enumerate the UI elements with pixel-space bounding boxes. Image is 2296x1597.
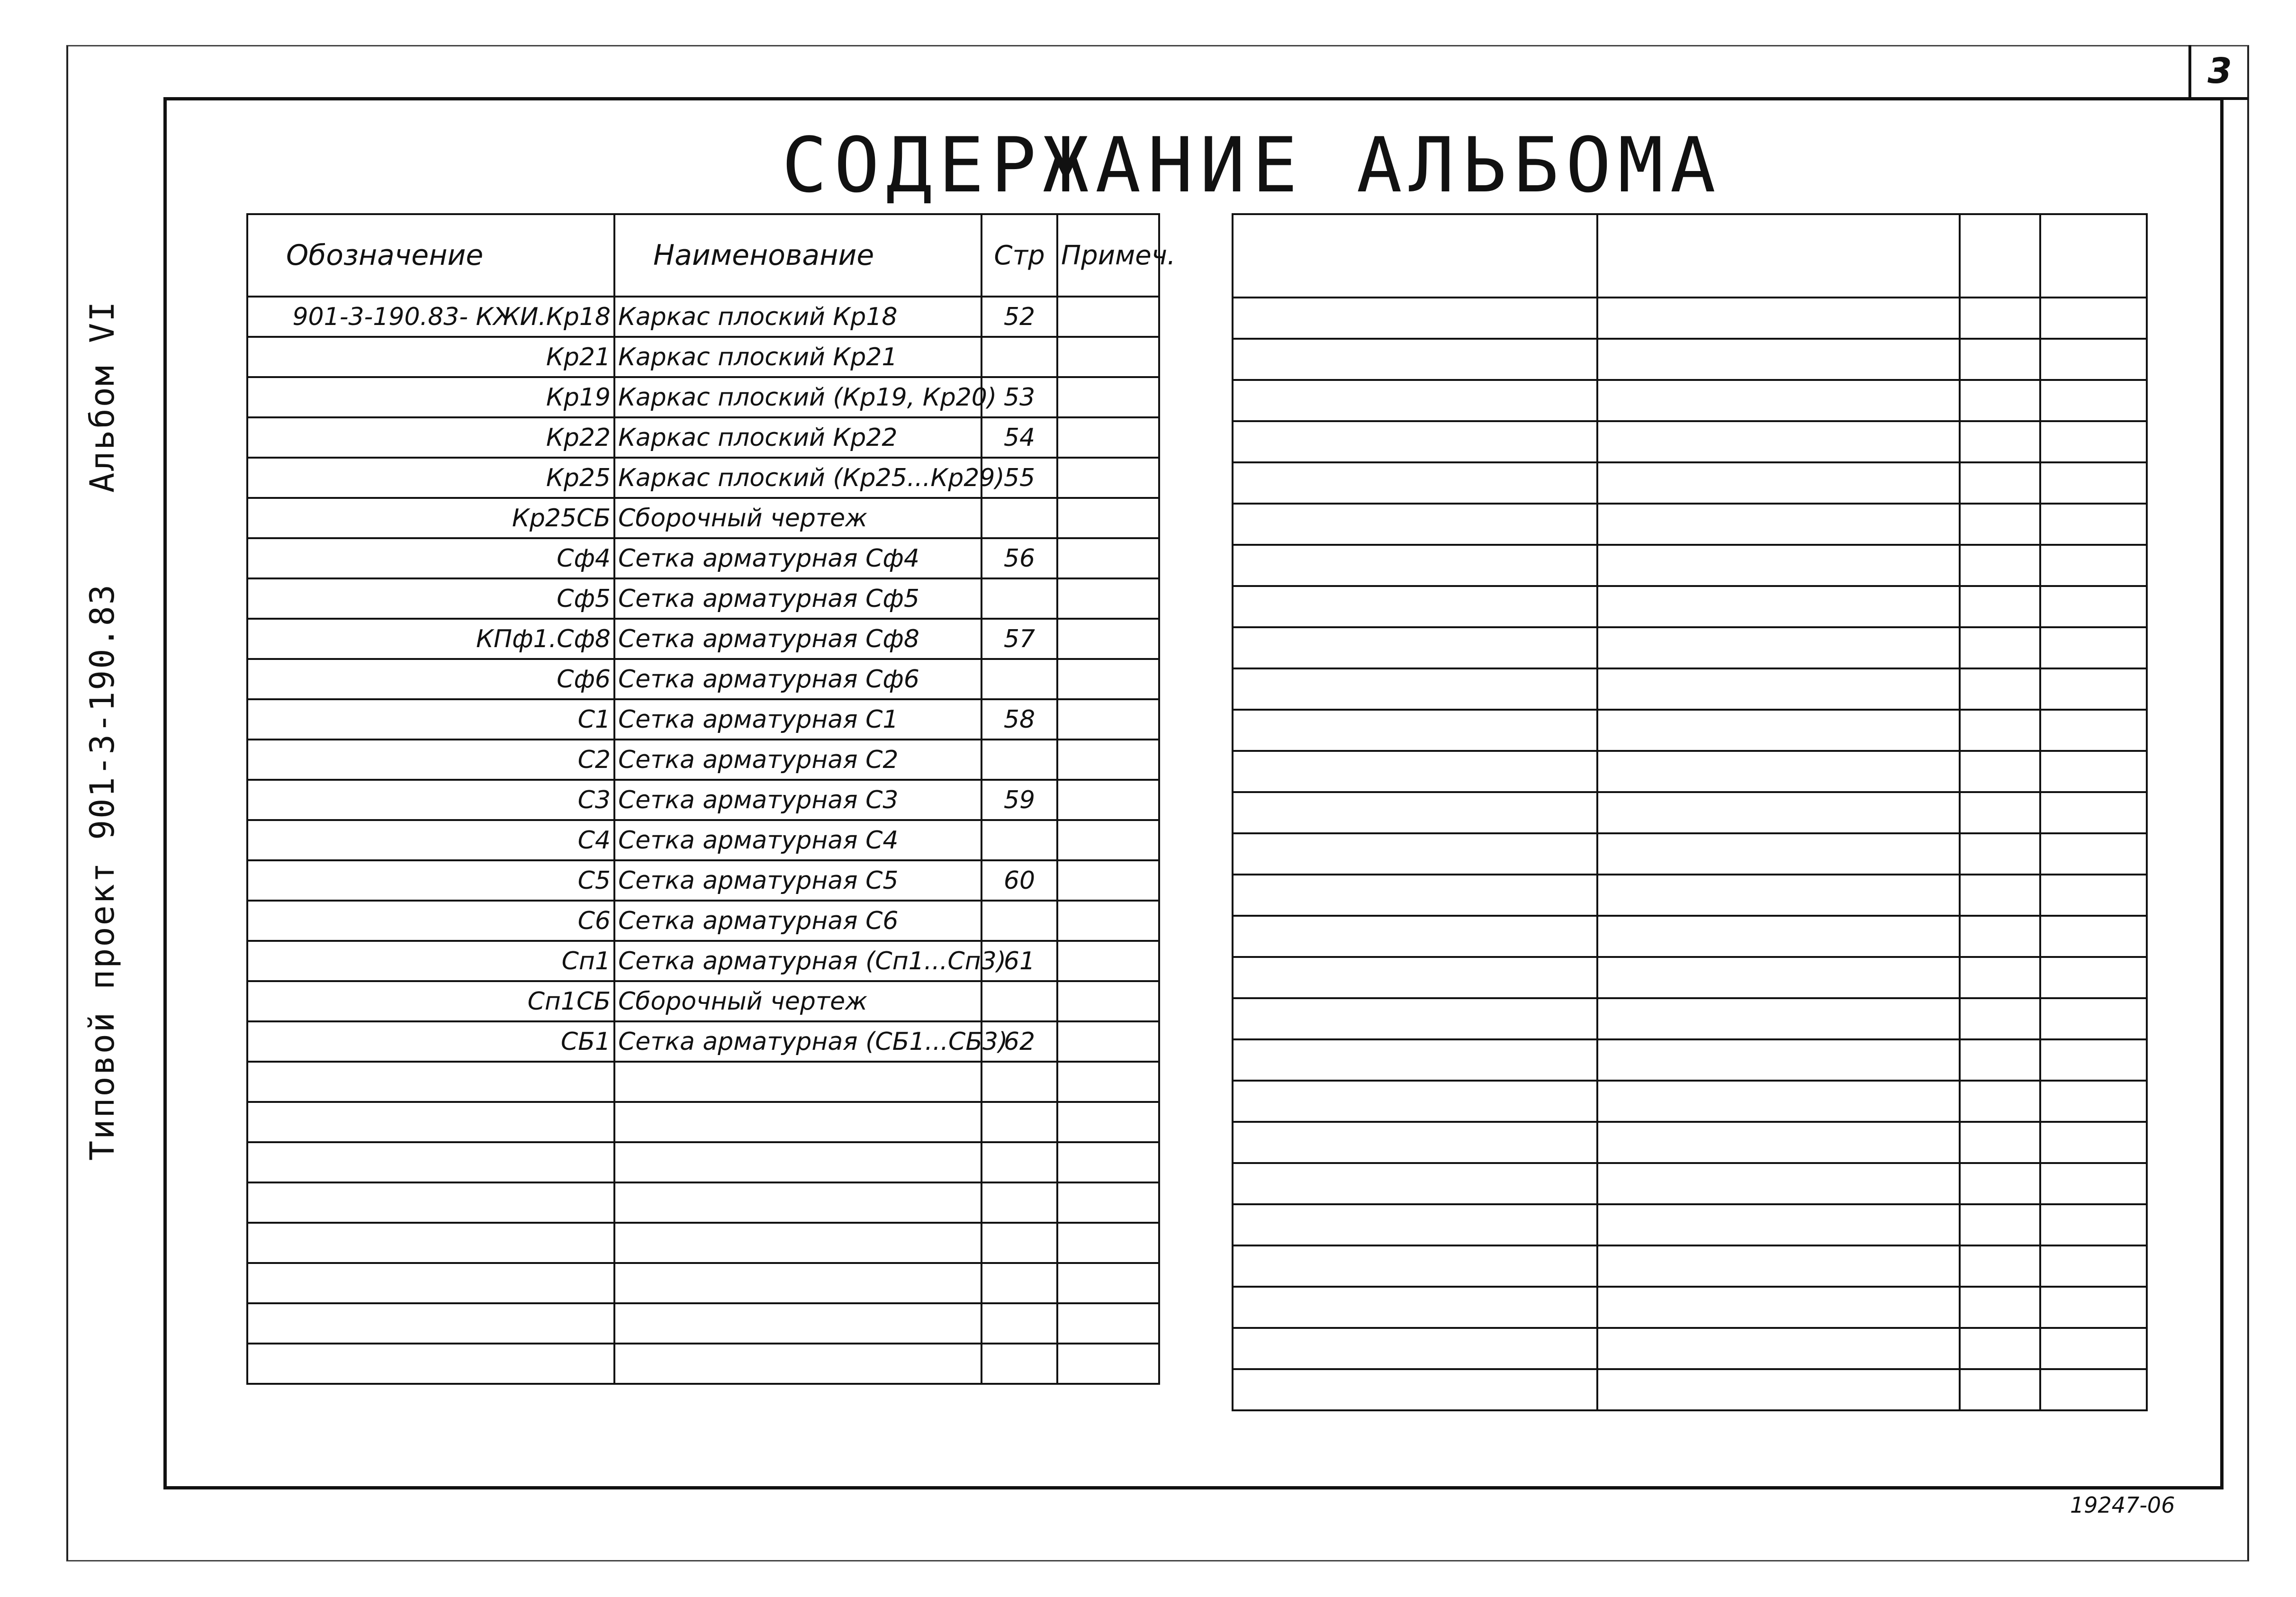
cell-page	[981, 1303, 1057, 1344]
cell-designation	[247, 1263, 614, 1303]
blank-cell	[1233, 1328, 1597, 1369]
table-row	[247, 1223, 1159, 1263]
cell-designation	[247, 1142, 614, 1182]
blank-cell	[2040, 1287, 2147, 1328]
blank-cell	[1597, 1122, 1960, 1163]
header-page: Стр	[981, 214, 1057, 297]
contents-header-row	[247, 214, 1159, 297]
cell-name	[614, 1303, 981, 1344]
blank-row	[1233, 298, 2147, 339]
blank-cell	[1233, 916, 1597, 957]
blank-cell	[1960, 627, 2040, 668]
cell-note	[1057, 860, 1159, 901]
table-row	[247, 941, 1159, 981]
table-row	[247, 901, 1159, 941]
cell-page	[981, 659, 1057, 699]
blank-cell	[1233, 1039, 1597, 1081]
cell-name: Каркас плоский (Кр19, Кр20)	[614, 377, 981, 417]
page-number-box	[2188, 45, 2248, 100]
cell-note	[1057, 1062, 1159, 1102]
cell-note	[1057, 1263, 1159, 1303]
blank-cell	[1597, 1245, 1960, 1287]
blank-cell	[1960, 1369, 2040, 1410]
blank-cell	[1597, 214, 1960, 298]
cell-note	[1057, 699, 1159, 740]
blank-cell	[1960, 668, 2040, 710]
blank-cell	[1597, 1039, 1960, 1081]
blank-continuation-table	[1232, 213, 2148, 1411]
cell-note	[1057, 820, 1159, 860]
blank-row	[1233, 1328, 2147, 1369]
cell-name	[614, 1263, 981, 1303]
blank-cell	[1233, 504, 1597, 545]
blank-cell	[2040, 957, 2147, 998]
blank-cell	[2040, 214, 2147, 298]
cell-name: Каркас плоский Кр21	[614, 337, 981, 377]
page-title: СОДЕРЖАНИЕ АЛЬБОМА	[782, 121, 1722, 209]
blank-row	[1233, 1245, 2147, 1287]
cell-designation: Сф6	[247, 659, 614, 699]
blank-cell	[1597, 792, 1960, 833]
cell-name: Сетка арматурная С3	[614, 780, 981, 820]
blank-row	[1233, 545, 2147, 586]
cell-page	[981, 820, 1057, 860]
blank-cell	[2040, 1204, 2147, 1245]
blank-cell	[1960, 1163, 2040, 1204]
cell-name: Сетка арматурная (Сп1...Сп3)	[614, 941, 981, 981]
blank-row	[1233, 380, 2147, 421]
blank-cell	[2040, 298, 2147, 339]
blank-cell	[1960, 916, 2040, 957]
cell-note	[1057, 538, 1159, 578]
blank-cell	[2040, 998, 2147, 1039]
blank-cell	[1960, 298, 2040, 339]
cell-designation: Кр25СБ	[247, 498, 614, 538]
blank-cell	[1960, 751, 2040, 792]
table-row	[247, 1303, 1159, 1344]
cell-name: Сетка арматурная С5	[614, 860, 981, 901]
blank-cell	[2040, 751, 2147, 792]
blank-row	[1233, 504, 2147, 545]
cell-designation: Сп1	[247, 941, 614, 981]
cell-name: Каркас плоский (Кр25...Кр29)	[614, 458, 981, 498]
blank-cell	[1597, 957, 1960, 998]
blank-cell	[1960, 1039, 2040, 1081]
table-row	[247, 1263, 1159, 1303]
cell-page	[981, 498, 1057, 538]
blank-cell	[1233, 1287, 1597, 1328]
blank-cell	[1597, 833, 1960, 875]
cell-name: Сетка арматурная (СБ1...СБ3)	[614, 1021, 981, 1062]
blank-cell	[1597, 339, 1960, 380]
blank-cell	[2040, 1369, 2147, 1410]
cell-page: 56	[981, 538, 1057, 578]
blank-cell	[1960, 1204, 2040, 1245]
cell-note	[1057, 1021, 1159, 1062]
blank-cell	[1597, 916, 1960, 957]
cell-page: 54	[981, 417, 1057, 458]
project-side-label: Типовой проект 901-3-190.83	[83, 583, 122, 1161]
blank-cell	[1233, 627, 1597, 668]
blank-cell	[1960, 833, 2040, 875]
cell-name: Сетка арматурная Сф5	[614, 578, 981, 619]
blank-cell	[1960, 214, 2040, 298]
cell-name: Сетка арматурная Сф6	[614, 659, 981, 699]
table-row	[247, 1344, 1159, 1384]
cell-note	[1057, 941, 1159, 981]
blank-cell	[1597, 627, 1960, 668]
blank-cell	[1960, 875, 2040, 916]
blank-row	[1233, 627, 2147, 668]
cell-note	[1057, 377, 1159, 417]
blank-header-row	[1233, 214, 2147, 298]
cell-page: 52	[981, 297, 1057, 337]
cell-name	[614, 1223, 981, 1263]
table-row	[247, 377, 1159, 417]
page-number: 3	[2207, 51, 2232, 91]
blank-cell	[1233, 586, 1597, 627]
blank-cell	[2040, 710, 2147, 751]
cell-name: Каркас плоский Кр22	[614, 417, 981, 458]
cell-page	[981, 337, 1057, 377]
blank-cell	[2040, 1039, 2147, 1081]
blank-cell	[1960, 792, 2040, 833]
blank-cell	[1960, 586, 2040, 627]
blank-cell	[2040, 545, 2147, 586]
table-row	[247, 458, 1159, 498]
cell-designation	[247, 1182, 614, 1223]
table-row	[247, 981, 1159, 1021]
blank-cell	[2040, 792, 2147, 833]
blank-cell	[1597, 504, 1960, 545]
blank-cell	[1233, 339, 1597, 380]
blank-cell	[2040, 462, 2147, 504]
table-row	[247, 1142, 1159, 1182]
cell-page: 57	[981, 619, 1057, 659]
table-row	[247, 1021, 1159, 1062]
table-row	[247, 820, 1159, 860]
cell-note	[1057, 578, 1159, 619]
table-row	[247, 1102, 1159, 1142]
cell-note	[1057, 1223, 1159, 1263]
blank-cell	[2040, 380, 2147, 421]
blank-cell	[2040, 627, 2147, 668]
blank-cell	[1597, 462, 1960, 504]
blank-cell	[1597, 586, 1960, 627]
table-row	[247, 860, 1159, 901]
blank-row	[1233, 339, 2147, 380]
cell-name: Каркас плоский Кр18	[614, 297, 981, 337]
cell-page: 53	[981, 377, 1057, 417]
blank-row	[1233, 751, 2147, 792]
blank-cell	[1597, 380, 1960, 421]
blank-cell	[1597, 1287, 1960, 1328]
cell-note	[1057, 1303, 1159, 1344]
cell-note	[1057, 901, 1159, 941]
blank-cell	[2040, 1122, 2147, 1163]
cell-note	[1057, 780, 1159, 820]
cell-note	[1057, 981, 1159, 1021]
cell-note	[1057, 740, 1159, 780]
header-note: Примеч.	[1057, 214, 1159, 297]
table-row	[247, 740, 1159, 780]
blank-cell	[1233, 421, 1597, 462]
blank-cell	[1233, 875, 1597, 916]
blank-cell	[1960, 462, 2040, 504]
blank-cell	[2040, 504, 2147, 545]
blank-cell	[1233, 1245, 1597, 1287]
blank-row	[1233, 998, 2147, 1039]
table-row	[247, 780, 1159, 820]
blank-cell	[1960, 1328, 2040, 1369]
blank-cell	[1597, 1204, 1960, 1245]
blank-cell	[1960, 545, 2040, 586]
blank-cell	[1597, 1081, 1960, 1122]
cell-designation	[247, 1344, 614, 1384]
cell-designation: 901-3-190.83- КЖИ.Кр18	[247, 297, 614, 337]
table-row	[247, 538, 1159, 578]
blank-cell	[2040, 586, 2147, 627]
blank-cell	[2040, 1245, 2147, 1287]
cell-page	[981, 901, 1057, 941]
cell-designation: С5	[247, 860, 614, 901]
cell-page: 60	[981, 860, 1057, 901]
blank-row	[1233, 710, 2147, 751]
cell-page: 59	[981, 780, 1057, 820]
blank-row	[1233, 462, 2147, 504]
blank-row	[1233, 833, 2147, 875]
cell-name	[614, 1182, 981, 1223]
cell-page: 62	[981, 1021, 1057, 1062]
blank-cell	[1233, 1163, 1597, 1204]
blank-row	[1233, 1204, 2147, 1245]
table-row	[247, 337, 1159, 377]
cell-designation: С6	[247, 901, 614, 941]
cell-page	[981, 1182, 1057, 1223]
cell-note	[1057, 417, 1159, 458]
header-designation: Обозначение	[247, 214, 614, 297]
table-row	[247, 699, 1159, 740]
blank-cell	[1960, 1081, 2040, 1122]
blank-cell	[1233, 1122, 1597, 1163]
album-side-label: Альбом VI	[83, 300, 122, 493]
cell-page	[981, 981, 1057, 1021]
header-name: Наименование	[614, 214, 981, 297]
blank-cell	[1597, 1163, 1960, 1204]
contents-table	[246, 213, 1176, 1385]
cell-name	[614, 1062, 981, 1102]
blank-cell	[1597, 875, 1960, 916]
cell-name: Сетка арматурная С2	[614, 740, 981, 780]
table-row	[247, 417, 1159, 458]
cell-note	[1057, 1182, 1159, 1223]
blank-cell	[1233, 792, 1597, 833]
blank-cell	[1233, 668, 1597, 710]
cell-name	[614, 1344, 981, 1384]
cell-designation: Кр25	[247, 458, 614, 498]
cell-note	[1057, 1102, 1159, 1142]
table-row	[247, 578, 1159, 619]
cell-designation	[247, 1102, 614, 1142]
cell-page	[981, 1062, 1057, 1102]
cell-designation: Кр19	[247, 377, 614, 417]
blank-row	[1233, 668, 2147, 710]
table-row	[247, 498, 1159, 538]
blank-cell	[1960, 1287, 2040, 1328]
blank-cell	[2040, 916, 2147, 957]
blank-cell	[2040, 668, 2147, 710]
cell-name	[614, 1102, 981, 1142]
blank-row	[1233, 1287, 2147, 1328]
cell-note	[1057, 659, 1159, 699]
cell-note	[1057, 458, 1159, 498]
cell-name: Сетка арматурная С1	[614, 699, 981, 740]
cell-page	[981, 1263, 1057, 1303]
cell-note	[1057, 297, 1159, 337]
cell-designation: С1	[247, 699, 614, 740]
blank-cell	[1233, 1081, 1597, 1122]
blank-cell	[1960, 380, 2040, 421]
cell-page	[981, 578, 1057, 619]
blank-cell	[2040, 1163, 2147, 1204]
cell-page: 55	[981, 458, 1057, 498]
cell-name: Сборочный чертеж	[614, 981, 981, 1021]
blank-cell	[1233, 545, 1597, 586]
blank-cell	[2040, 421, 2147, 462]
blank-cell	[1960, 504, 2040, 545]
blank-cell	[1597, 545, 1960, 586]
cell-name: Сетка арматурная Сф8	[614, 619, 981, 659]
blank-cell	[1960, 421, 2040, 462]
blank-cell	[1597, 1369, 1960, 1410]
cell-note	[1057, 498, 1159, 538]
cell-note	[1057, 619, 1159, 659]
contents-body	[247, 297, 1159, 1384]
cell-designation: Кр22	[247, 417, 614, 458]
cell-name: Сетка арматурная Сф4	[614, 538, 981, 578]
blank-cell	[1233, 1204, 1597, 1245]
cell-designation: Сф4	[247, 538, 614, 578]
blank-cell	[1233, 214, 1597, 298]
cell-designation	[247, 1062, 614, 1102]
cell-designation	[247, 1223, 614, 1263]
cell-designation: С3	[247, 780, 614, 820]
blank-cell	[1597, 421, 1960, 462]
cell-designation: Сф5	[247, 578, 614, 619]
blank-cell	[1597, 1328, 1960, 1369]
cell-designation: Кр21	[247, 337, 614, 377]
blank-cell	[2040, 339, 2147, 380]
blank-cell	[1960, 957, 2040, 998]
blank-cell	[1597, 751, 1960, 792]
cell-name	[614, 1142, 981, 1182]
blank-row	[1233, 1039, 2147, 1081]
table-row	[247, 1182, 1159, 1223]
blank-cell	[2040, 1328, 2147, 1369]
cell-note	[1057, 1344, 1159, 1384]
cell-page: 58	[981, 699, 1057, 740]
blank-row	[1233, 1369, 2147, 1410]
blank-cell	[1233, 462, 1597, 504]
table-row	[247, 297, 1159, 337]
blank-cell	[1233, 710, 1597, 751]
blank-row	[1233, 586, 2147, 627]
blank-cell	[1233, 833, 1597, 875]
blank-row	[1233, 875, 2147, 916]
cell-designation: СБ1	[247, 1021, 614, 1062]
blank-cell	[1960, 1245, 2040, 1287]
blank-cell	[1233, 957, 1597, 998]
blank-cell	[1960, 998, 2040, 1039]
cell-name: Сетка арматурная С6	[614, 901, 981, 941]
cell-name: Сборочный чертеж	[614, 498, 981, 538]
blank-row	[1233, 421, 2147, 462]
blank-body	[1233, 214, 2147, 1410]
cell-designation: Сп1СБ	[247, 981, 614, 1021]
blank-row	[1233, 916, 2147, 957]
cell-page	[981, 1102, 1057, 1142]
blank-cell	[1597, 710, 1960, 751]
cell-page	[981, 1223, 1057, 1263]
blank-cell	[1960, 1122, 2040, 1163]
table-row	[247, 659, 1159, 699]
cell-name: Сетка арматурная С4	[614, 820, 981, 860]
archive-number: 19247-06	[2070, 1492, 2175, 1518]
blank-cell	[2040, 1081, 2147, 1122]
blank-cell	[1233, 380, 1597, 421]
cell-page	[981, 1344, 1057, 1384]
cell-page	[981, 1142, 1057, 1182]
blank-cell	[1960, 339, 2040, 380]
blank-cell	[1597, 998, 1960, 1039]
cell-designation: КПф1.Сф8	[247, 619, 614, 659]
cell-note	[1057, 1142, 1159, 1182]
blank-cell	[2040, 875, 2147, 916]
blank-cell	[2040, 833, 2147, 875]
blank-cell	[1597, 298, 1960, 339]
cell-designation: С4	[247, 820, 614, 860]
cell-page	[981, 740, 1057, 780]
blank-cell	[1233, 751, 1597, 792]
cell-designation: С2	[247, 740, 614, 780]
blank-row	[1233, 1163, 2147, 1204]
cell-note	[1057, 337, 1159, 377]
cell-designation	[247, 1303, 614, 1344]
blank-cell	[1233, 298, 1597, 339]
cell-page: 61	[981, 941, 1057, 981]
blank-row	[1233, 792, 2147, 833]
blank-row	[1233, 1081, 2147, 1122]
blank-cell	[1233, 1369, 1597, 1410]
table-row	[247, 619, 1159, 659]
blank-cell	[1597, 668, 1960, 710]
blank-row	[1233, 1122, 2147, 1163]
blank-row	[1233, 957, 2147, 998]
table-row	[247, 1062, 1159, 1102]
blank-cell	[1233, 998, 1597, 1039]
blank-cell	[1960, 710, 2040, 751]
